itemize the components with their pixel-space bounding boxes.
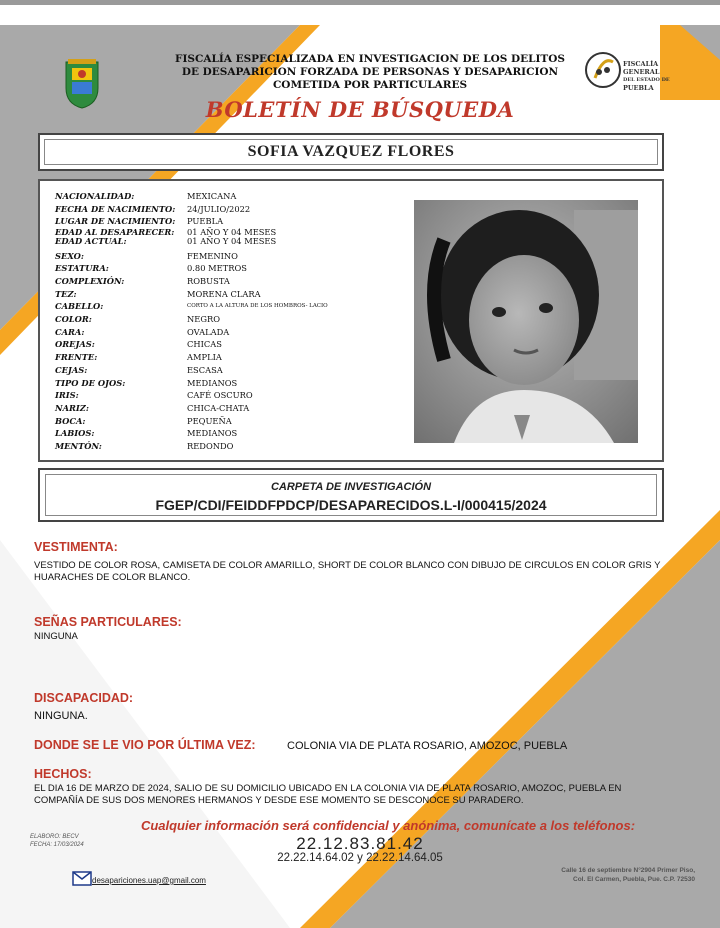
field-label: CABELLO: <box>55 301 104 312</box>
address-line-1: Calle 16 de septiembre N°2904 Primer Piso, <box>561 867 695 874</box>
field-label: NACIONALIDAD: <box>55 191 135 201</box>
date-text: FECHA: 17/03/2024 <box>30 842 84 848</box>
field-label: OREJAS: <box>55 339 95 350</box>
disability-text: NINGUNA. <box>34 710 88 722</box>
field-label: LABIOS: <box>55 428 95 439</box>
field-label: COMPLEXIÓN: <box>55 275 125 286</box>
name-box <box>38 133 664 171</box>
clothing-text: VESTIDO DE COLOR ROSA, CAMISETA DE COLOR AMARILLO, SHORT DE COLOR BLANCO CON DIBUJO DE CIRCULOS EN COLOR GRIS Y HUARACHES DE COLOR BLANCO. <box>34 560 661 583</box>
field-value: 24/JULIO/2022 <box>187 203 251 214</box>
missing-person-photo <box>414 200 638 443</box>
field-value: AMPLIA <box>187 352 222 363</box>
field-value: CHICAS <box>187 339 222 350</box>
field-label: TEZ: <box>55 288 77 299</box>
phone-main[interactable]: 22.12.83.81.42 <box>296 834 424 853</box>
field-value: MEXICANA <box>187 191 237 201</box>
header-line-1: FISCALÍA ESPECIALIZADA EN INVESTIGACION DE LOS DELITOS <box>175 53 565 65</box>
field-label: ESTATURA: <box>55 263 109 274</box>
email-link[interactable]: desapariciones.uap@gmail.com <box>92 876 206 885</box>
field-value: NEGRO <box>187 314 220 325</box>
field-label: NARIZ: <box>55 402 89 413</box>
field-value: CORTO A LA ALTURA DE LOS HOMBROS- LACIO <box>187 303 328 310</box>
state-coat-of-arms-logo <box>62 58 102 110</box>
logo-text-line-3: PUEBLA <box>623 84 654 92</box>
header-agency <box>170 53 570 92</box>
person-name: SOFIA VAZQUEZ FLORES <box>44 139 658 165</box>
field-value: REDONDO <box>187 441 234 452</box>
field-label: BOCA: <box>55 415 86 426</box>
field-value: OVALADA <box>187 326 230 337</box>
field-value: CAFÉ OSCURO <box>187 390 253 401</box>
fiscalia-logo <box>583 48 693 102</box>
field-value: 01 AÑO Y 04 MESES <box>187 236 277 247</box>
email-icon <box>72 871 92 886</box>
case-file-inner <box>45 474 657 516</box>
case-file-box <box>38 468 664 522</box>
case-file-label: CARPETA DE INVESTIGACIÓN <box>270 481 432 493</box>
field-label: SEXO: <box>55 250 84 261</box>
facts-text: EL DIA 16 DE MARZO DE 2024, SALIO DE SU DOMICILIO UBICADO EN LA COLONIA VIA DE PLATA ROSARIO, AMOZOC, PUEBLA EN COMPAÑÍA DE SUS DOS MENORES HERMANOS Y DESDE ESE MOMENTO SE DESCONOCE SU PARADERO. <box>34 783 622 806</box>
address-line-2: Col. El Carmen, Puebla, Pue. C.P. 72530 <box>573 876 695 883</box>
header-line-2: DE DESAPARICION FORZADA DE PERSONAS Y DESAPARICION <box>181 66 559 78</box>
bulletin-title: BOLETÍN DE BÚSQUEDA <box>205 97 515 122</box>
field-value: ESCASA <box>187 364 223 375</box>
marks-text: NINGUNA <box>34 631 78 642</box>
field-label: CARA: <box>55 326 85 337</box>
field-values <box>187 190 328 453</box>
field-label: CEJAS: <box>55 364 88 375</box>
field-label: TIPO DE OJOS: <box>55 377 126 388</box>
field-value: MEDIANOS <box>187 428 238 439</box>
contact-message: Cualquier información será confidencial y anónima, comunícate a los teléfonos: <box>140 818 636 833</box>
header-line-3: COMETIDA POR PARTICULARES <box>272 79 468 91</box>
field-label: MENTÓN: <box>55 441 102 452</box>
field-label: IRIS: <box>55 390 79 401</box>
field-value: CHICA-CHATA <box>187 402 250 413</box>
field-labels <box>55 190 175 453</box>
field-value: PEQUEÑA <box>187 415 232 426</box>
logo-text-line-1: FISCALÍA GENERAL <box>623 60 660 76</box>
logo-text-line-2: DEL ESTADO DE <box>623 77 670 83</box>
last-seen-heading: DONDE SE LE VIO POR ÚLTIMA VEZ: <box>34 738 256 752</box>
field-value: 0.80 METROS <box>187 263 247 274</box>
fiscalia-emblem-icon <box>583 48 623 98</box>
field-value: FEMENINO <box>187 250 238 261</box>
marks-heading: SEÑAS PARTICULARES: <box>34 615 182 629</box>
field-label: COLOR: <box>55 314 92 325</box>
field-label: EDAD ACTUAL: <box>55 236 127 247</box>
field-value: MORENA CLARA <box>187 288 261 299</box>
last-seen-text: COLONIA VIA DE PLATA ROSARIO, AMOZOC, PUEBLA <box>287 740 568 752</box>
field-value: 01 AÑO Y 04 MESES <box>187 227 277 238</box>
clothing-heading: VESTIMENTA: <box>34 540 118 554</box>
office-address <box>495 866 695 884</box>
field-value: PUEBLA <box>187 216 224 227</box>
facts-heading: HECHOS: <box>34 767 92 781</box>
disability-heading: DISCAPACIDAD: <box>34 691 134 705</box>
field-value: ROBUSTA <box>187 275 230 286</box>
field-label: FRENTE: <box>55 352 98 363</box>
field-label: FECHA DE NACIMIENTO: <box>55 203 176 214</box>
field-value: MEDIANOS <box>187 377 238 388</box>
elaboro-text: ELABORO: BECV <box>30 834 79 840</box>
field-label: LUGAR DE NACIMIENTO: <box>55 216 176 227</box>
field-label: EDAD AL DESAPARECER: <box>55 227 175 238</box>
phone-secondary[interactable]: 22.22.14.64.02 y 22.22.14.64.05 <box>277 852 443 864</box>
prepared-by <box>30 833 84 849</box>
case-file-number: FGEP/CDI/FEIDDFPDCP/DESAPARECIDOS.L-I/000415/2024 <box>155 497 547 513</box>
